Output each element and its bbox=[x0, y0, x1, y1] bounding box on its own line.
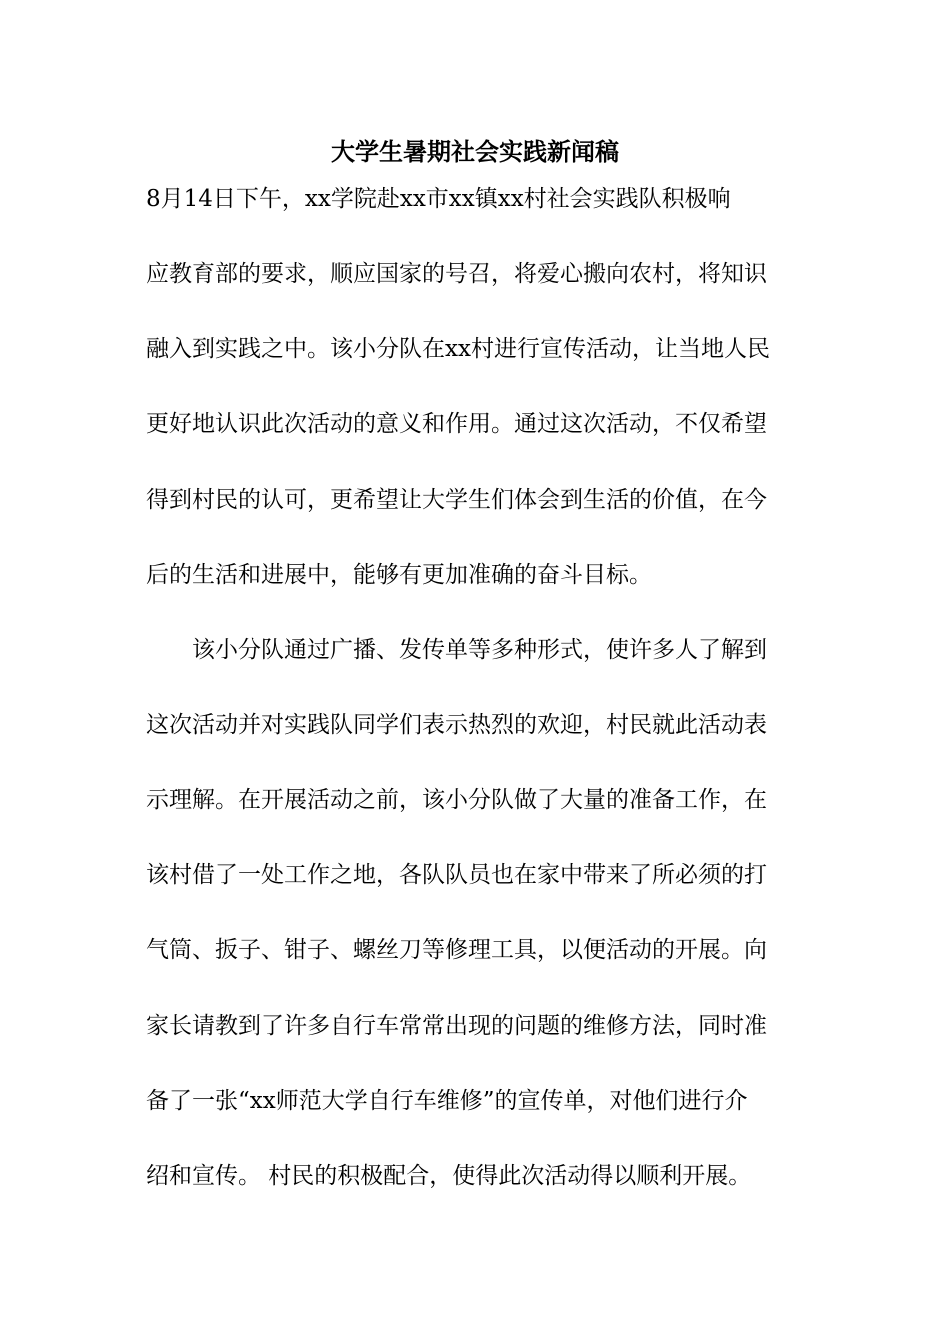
paragraph-line: 得到村民的认可，更希望让大学生们体会到生活的价值，在今 bbox=[146, 487, 767, 513]
paragraph-line: 后的生活和进展中，能够有更加准确的奋斗目标。 bbox=[146, 562, 652, 588]
paragraph-line: 该村借了一处工作之地，各队队员也在家中带来了所必须的打 bbox=[146, 862, 767, 888]
document-title: 大学生暑期社会实践新闻稿 bbox=[331, 137, 619, 166]
paragraph-line: 更好地认识此次活动的意义和作用。通过这次活动，不仅希望 bbox=[146, 411, 767, 437]
paragraph-line: 融入到实践之中。该小分队在xx村进行宣传活动，让当地人民 bbox=[146, 336, 770, 362]
paragraph-line: 绍和宣传。 村民的积极配合，使得此次活动得以顺利开展。 bbox=[146, 1163, 752, 1189]
paragraph-line: 8月14日下午，xx学院赴xx市xx镇xx村社会实践队积极响 bbox=[146, 186, 731, 212]
paragraph-line: 这次活动并对实践队同学们表示热烈的欢迎，村民就此活动表 bbox=[146, 712, 767, 738]
paragraph-line: 家长请教到了许多自行车常常出现的问题的维修方法，同时准 bbox=[146, 1013, 767, 1039]
paragraph-line: 应教育部的要求，顺应国家的号召，将爱心搬向农村，将知识 bbox=[146, 261, 767, 287]
paragraph-line: 备了一张“xx师范大学自行车维修”的宣传单，对他们进行介 bbox=[146, 1088, 748, 1114]
paragraph-line: 示理解。在开展活动之前，该小分队做了大量的准备工作，在 bbox=[146, 787, 767, 813]
paragraph-line: 气筒、扳子、钳子、螺丝刀等修理工具，以便活动的开展。向 bbox=[146, 937, 767, 963]
paragraph-line: 该小分队通过广播、发传单等多种形式，使许多人了解到 bbox=[146, 637, 767, 663]
